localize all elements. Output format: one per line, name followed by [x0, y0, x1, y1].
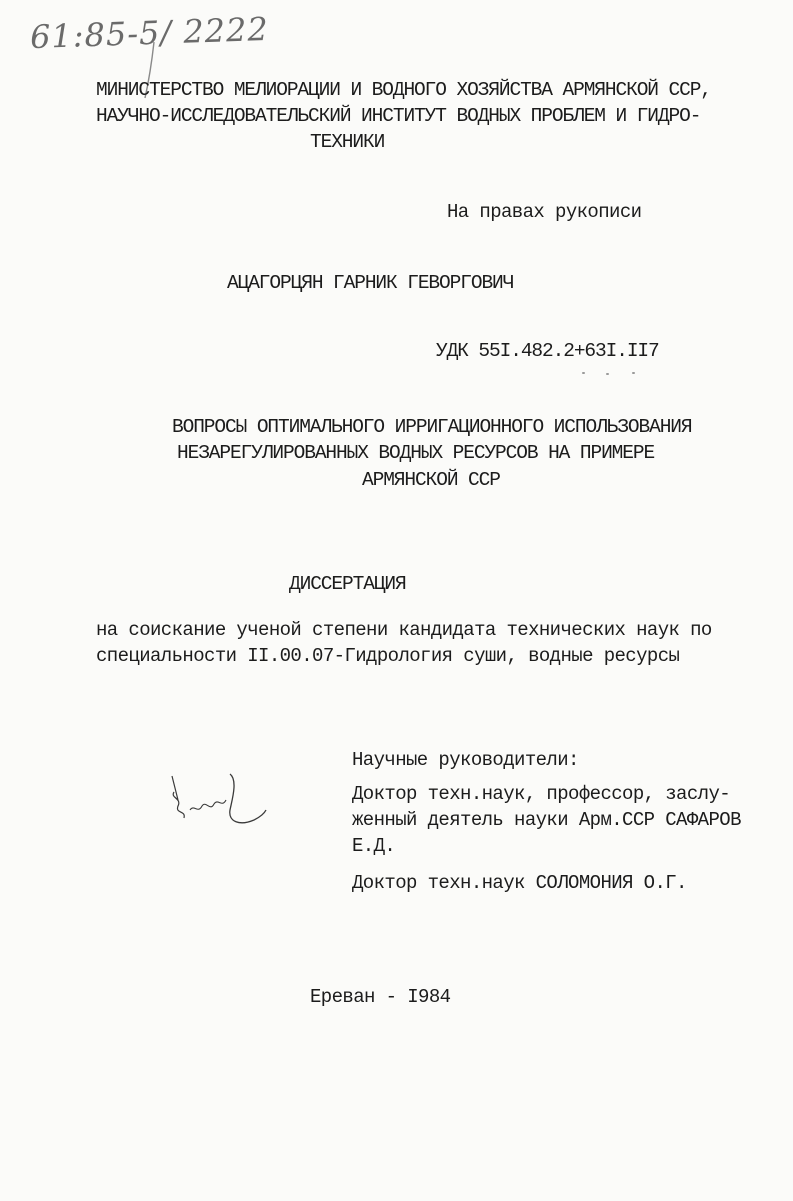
supervisors-heading: Научные руководители: — [352, 749, 579, 771]
signature — [160, 770, 280, 840]
supervisor-1-line-2: женный деятель науки Арм.ССР САФАРОВ — [352, 809, 741, 831]
supervisor-1-line-3: Е.Д. — [352, 835, 396, 857]
document-type: ДИССЕРТАЦИЯ — [289, 573, 406, 595]
title-line-3: АРМЯНСКОЙ ССР — [362, 469, 500, 491]
ministry-line: МИНИСТЕРСТВО МЕЛИОРАЦИИ И ВОДНОГО ХОЗЯЙСТВА АРМЯНСКОЙ ССР, — [96, 79, 711, 101]
udc-code: УДК 55I.482.2+63I.II7 — [436, 340, 659, 362]
speck — [606, 373, 609, 375]
title-line-2: НЕЗАРЕГУЛИРОВАННЫХ ВОДНЫХ РЕСУРСОВ НА ПРИМЕРЕ — [177, 442, 655, 464]
institute-line-1: НАУЧНО-ИССЛЕДОВАТЕЛЬСКИЙ ИНСТИТУТ ВОДНЫХ ПРОБЛЕМ И ГИДРО- — [96, 105, 701, 127]
speck — [582, 372, 585, 374]
speck — [632, 372, 635, 374]
place-year: Ереван - I984 — [310, 986, 451, 1008]
title-line-1: ВОПРОСЫ ОПТИМАЛЬНОГО ИРРИГАЦИОННОГО ИСПОЛЬЗОВАНИЯ — [172, 416, 692, 438]
degree-line-1: на соискание ученой степени кандидата технических наук по — [96, 619, 712, 641]
supervisor-2: Доктор техн.наук СОЛОМОНИЯ О.Г. — [352, 872, 687, 894]
institute-line-2: ТЕХНИКИ — [310, 131, 385, 153]
author-name: АЦАГОРЦЯН ГАРНИК ГЕВОРГОВИЧ — [227, 272, 514, 294]
manuscript-note: На правах рукописи — [447, 201, 642, 223]
degree-line-2: специальности II.00.07-Гидрология суши, водные ресурсы — [96, 645, 680, 667]
archive-mark: 61:85-5/ 2222 — [29, 9, 270, 57]
supervisor-1-line-1: Доктор техн.наук, профессор, заслу- — [352, 783, 731, 805]
